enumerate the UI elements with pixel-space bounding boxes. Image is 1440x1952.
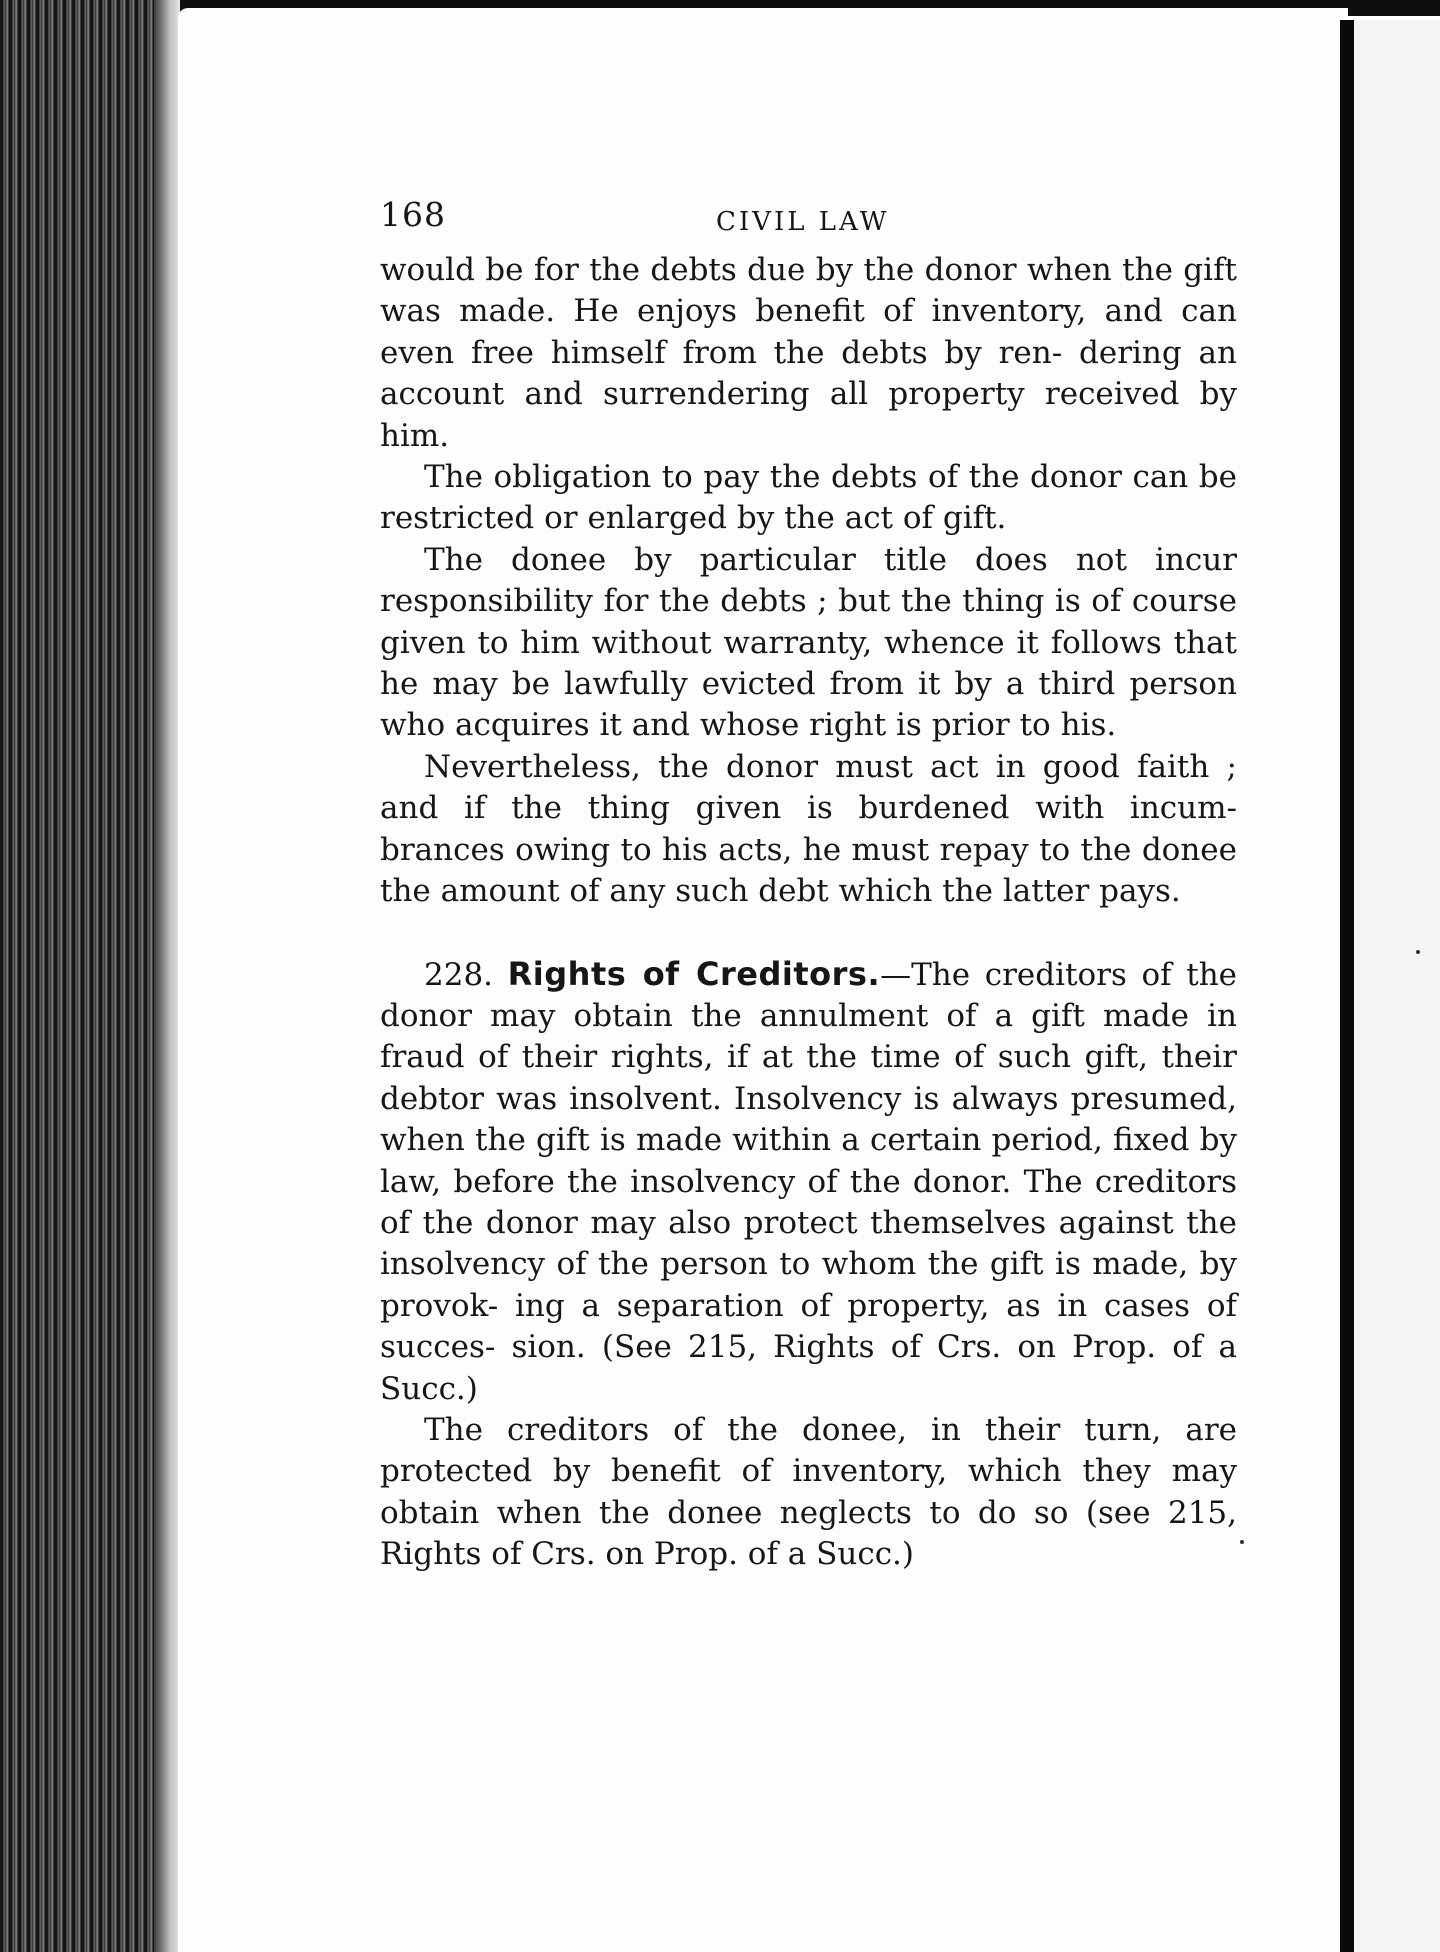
section-paragraph (380, 954, 1237, 1410)
section-gap (380, 913, 1237, 954)
running-head: CIVIL LAW (716, 207, 890, 237)
page-number: 168 (380, 195, 446, 234)
paragraph: The obligation to pay the debts of the donor can be restricted or enlarged by the act of gift. (380, 459, 1237, 537)
book-page-edges (0, 0, 180, 1952)
paragraph-continued: would be for the debts due by the donor when the gift was made. He enjoys benefit of inventory, and can even free himself from the debts by ren- dering an account and surrendering all property received by him. (380, 252, 1237, 454)
book-gutter (1340, 20, 1354, 1952)
facing-page-edge (1354, 20, 1440, 1952)
scan-speck (1416, 950, 1420, 954)
page-text-block (380, 190, 1237, 1576)
paragraph: The creditors of the donee, in their turn, are protected by benefit of inventory, which they may obtain when the donee neglects to do so (see 215, Rights of Crs. on Prop. of a Succ.) (380, 1411, 1237, 1573)
paragraph: Nevertheless, the donor must act in good faith ; and if the thing given is burdened with incum- brances owing to his acts, he must repay to the donee the amount of any such debt which the latter pays. (380, 748, 1237, 910)
scan-speck (1240, 1540, 1244, 1544)
section-number: 228. (424, 956, 494, 993)
section-title: Rights of Creditors. (507, 954, 881, 993)
section-text: —The creditors of the donor may obtain the annulment of a gift made in fraud of their rights, if at the time of such gift, their debtor was insolvent. Insolvency is always presumed, when the gift is made within a certain period, fixed by law, before the insolvency of the donor. The creditors of the donor may also protect themselves against the insolvency of the person to whom the gift is made, by provok- ing a separation of property, as in cases of succes- sion. (See 215, Rights of Crs. on Prop. of a Succ.) (380, 956, 1238, 1407)
page-header (380, 190, 1237, 250)
paragraph: The donee by particular title does not incur responsibility for the debts ; but the thing is of course given to him without warranty, whence it follows that he may be lawfully evicted from it by a third person who acquires it and whose right is prior to his. (380, 541, 1237, 744)
